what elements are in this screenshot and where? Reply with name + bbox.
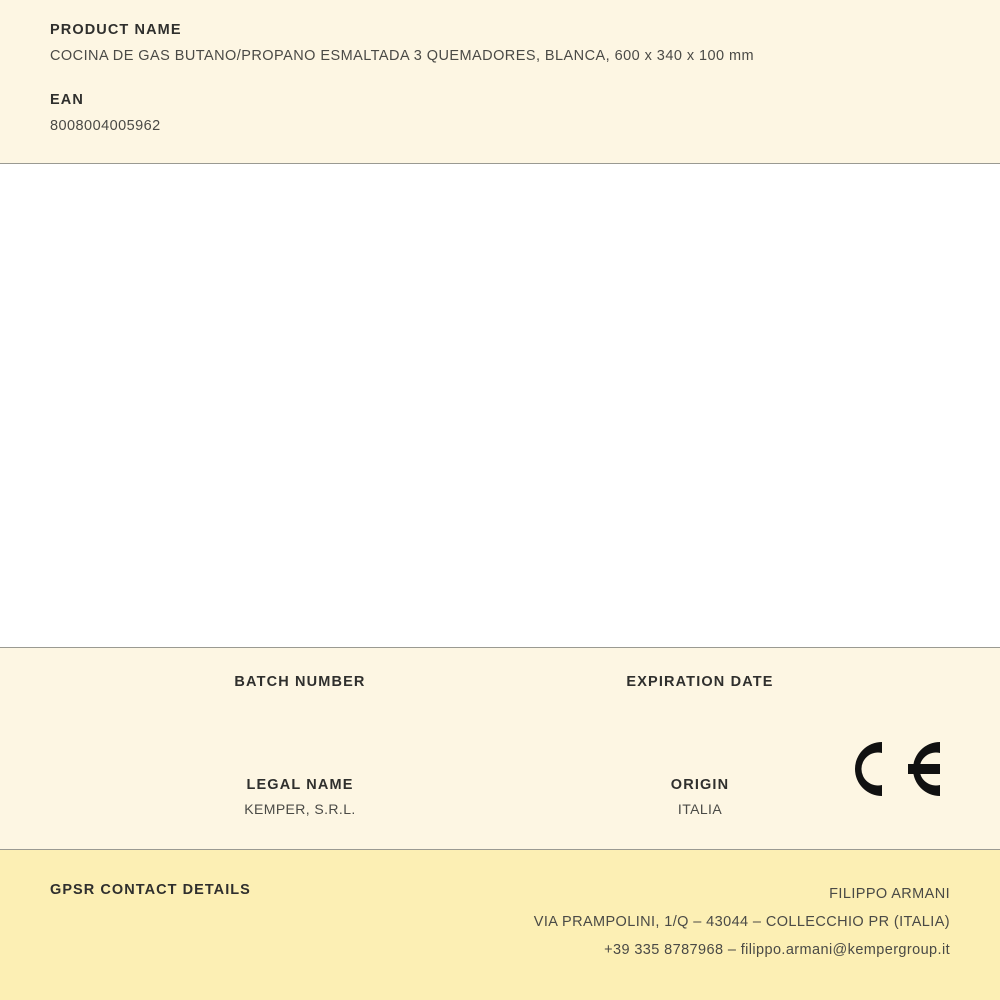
batch-expiry-row <box>0 674 1000 715</box>
product-name-label: PRODUCT NAME <box>50 22 182 38</box>
origin-block <box>500 777 900 818</box>
expiration-date-block <box>500 674 900 715</box>
gpsr-address: VIA PRAMPOLINI, 1/Q – 43044 – COLLECCHIO PR (ITALIA) <box>533 914 950 930</box>
spacer <box>0 64 1000 92</box>
product-name-value: COCINA DE GAS BUTANO/PROPANO ESMALTADA 3 QUEMADORES, BLANCA, 600 x 340 x 100 mm <box>50 48 755 64</box>
gpsr-contact-section <box>0 850 1000 1000</box>
origin-label: ORIGIN <box>670 777 730 793</box>
gpsr-phone-email: +39 335 8787968 – filippo.armani@kempergroup.it <box>604 942 950 958</box>
origin-value: ITALIA <box>677 801 723 817</box>
ean-label: EAN <box>50 92 84 108</box>
batch-number-block <box>100 674 500 715</box>
legal-name-value: KEMPER, S.R.L. <box>244 801 356 817</box>
ean-block <box>0 92 1000 134</box>
legal-name-block <box>100 777 500 818</box>
product-image-area <box>0 164 1000 648</box>
batch-details-section <box>0 648 1000 850</box>
gpsr-contact-name: FILIPPO ARMANI <box>829 886 950 902</box>
expiration-date-label: EXPIRATION DATE <box>626 674 774 690</box>
gpsr-contact-label: GPSR CONTACT DETAILS <box>50 882 251 898</box>
gpsr-contact-details <box>534 880 950 964</box>
ean-value: 8008004005962 <box>50 118 161 134</box>
expiration-date-value <box>500 698 900 715</box>
batch-number-value <box>100 698 500 715</box>
ce-marking-icon <box>848 734 944 804</box>
legal-name-label: LEGAL NAME <box>246 777 354 793</box>
batch-number-label: BATCH NUMBER <box>234 674 366 690</box>
product-name-block <box>0 22 1000 64</box>
product-info-section <box>0 0 1000 164</box>
